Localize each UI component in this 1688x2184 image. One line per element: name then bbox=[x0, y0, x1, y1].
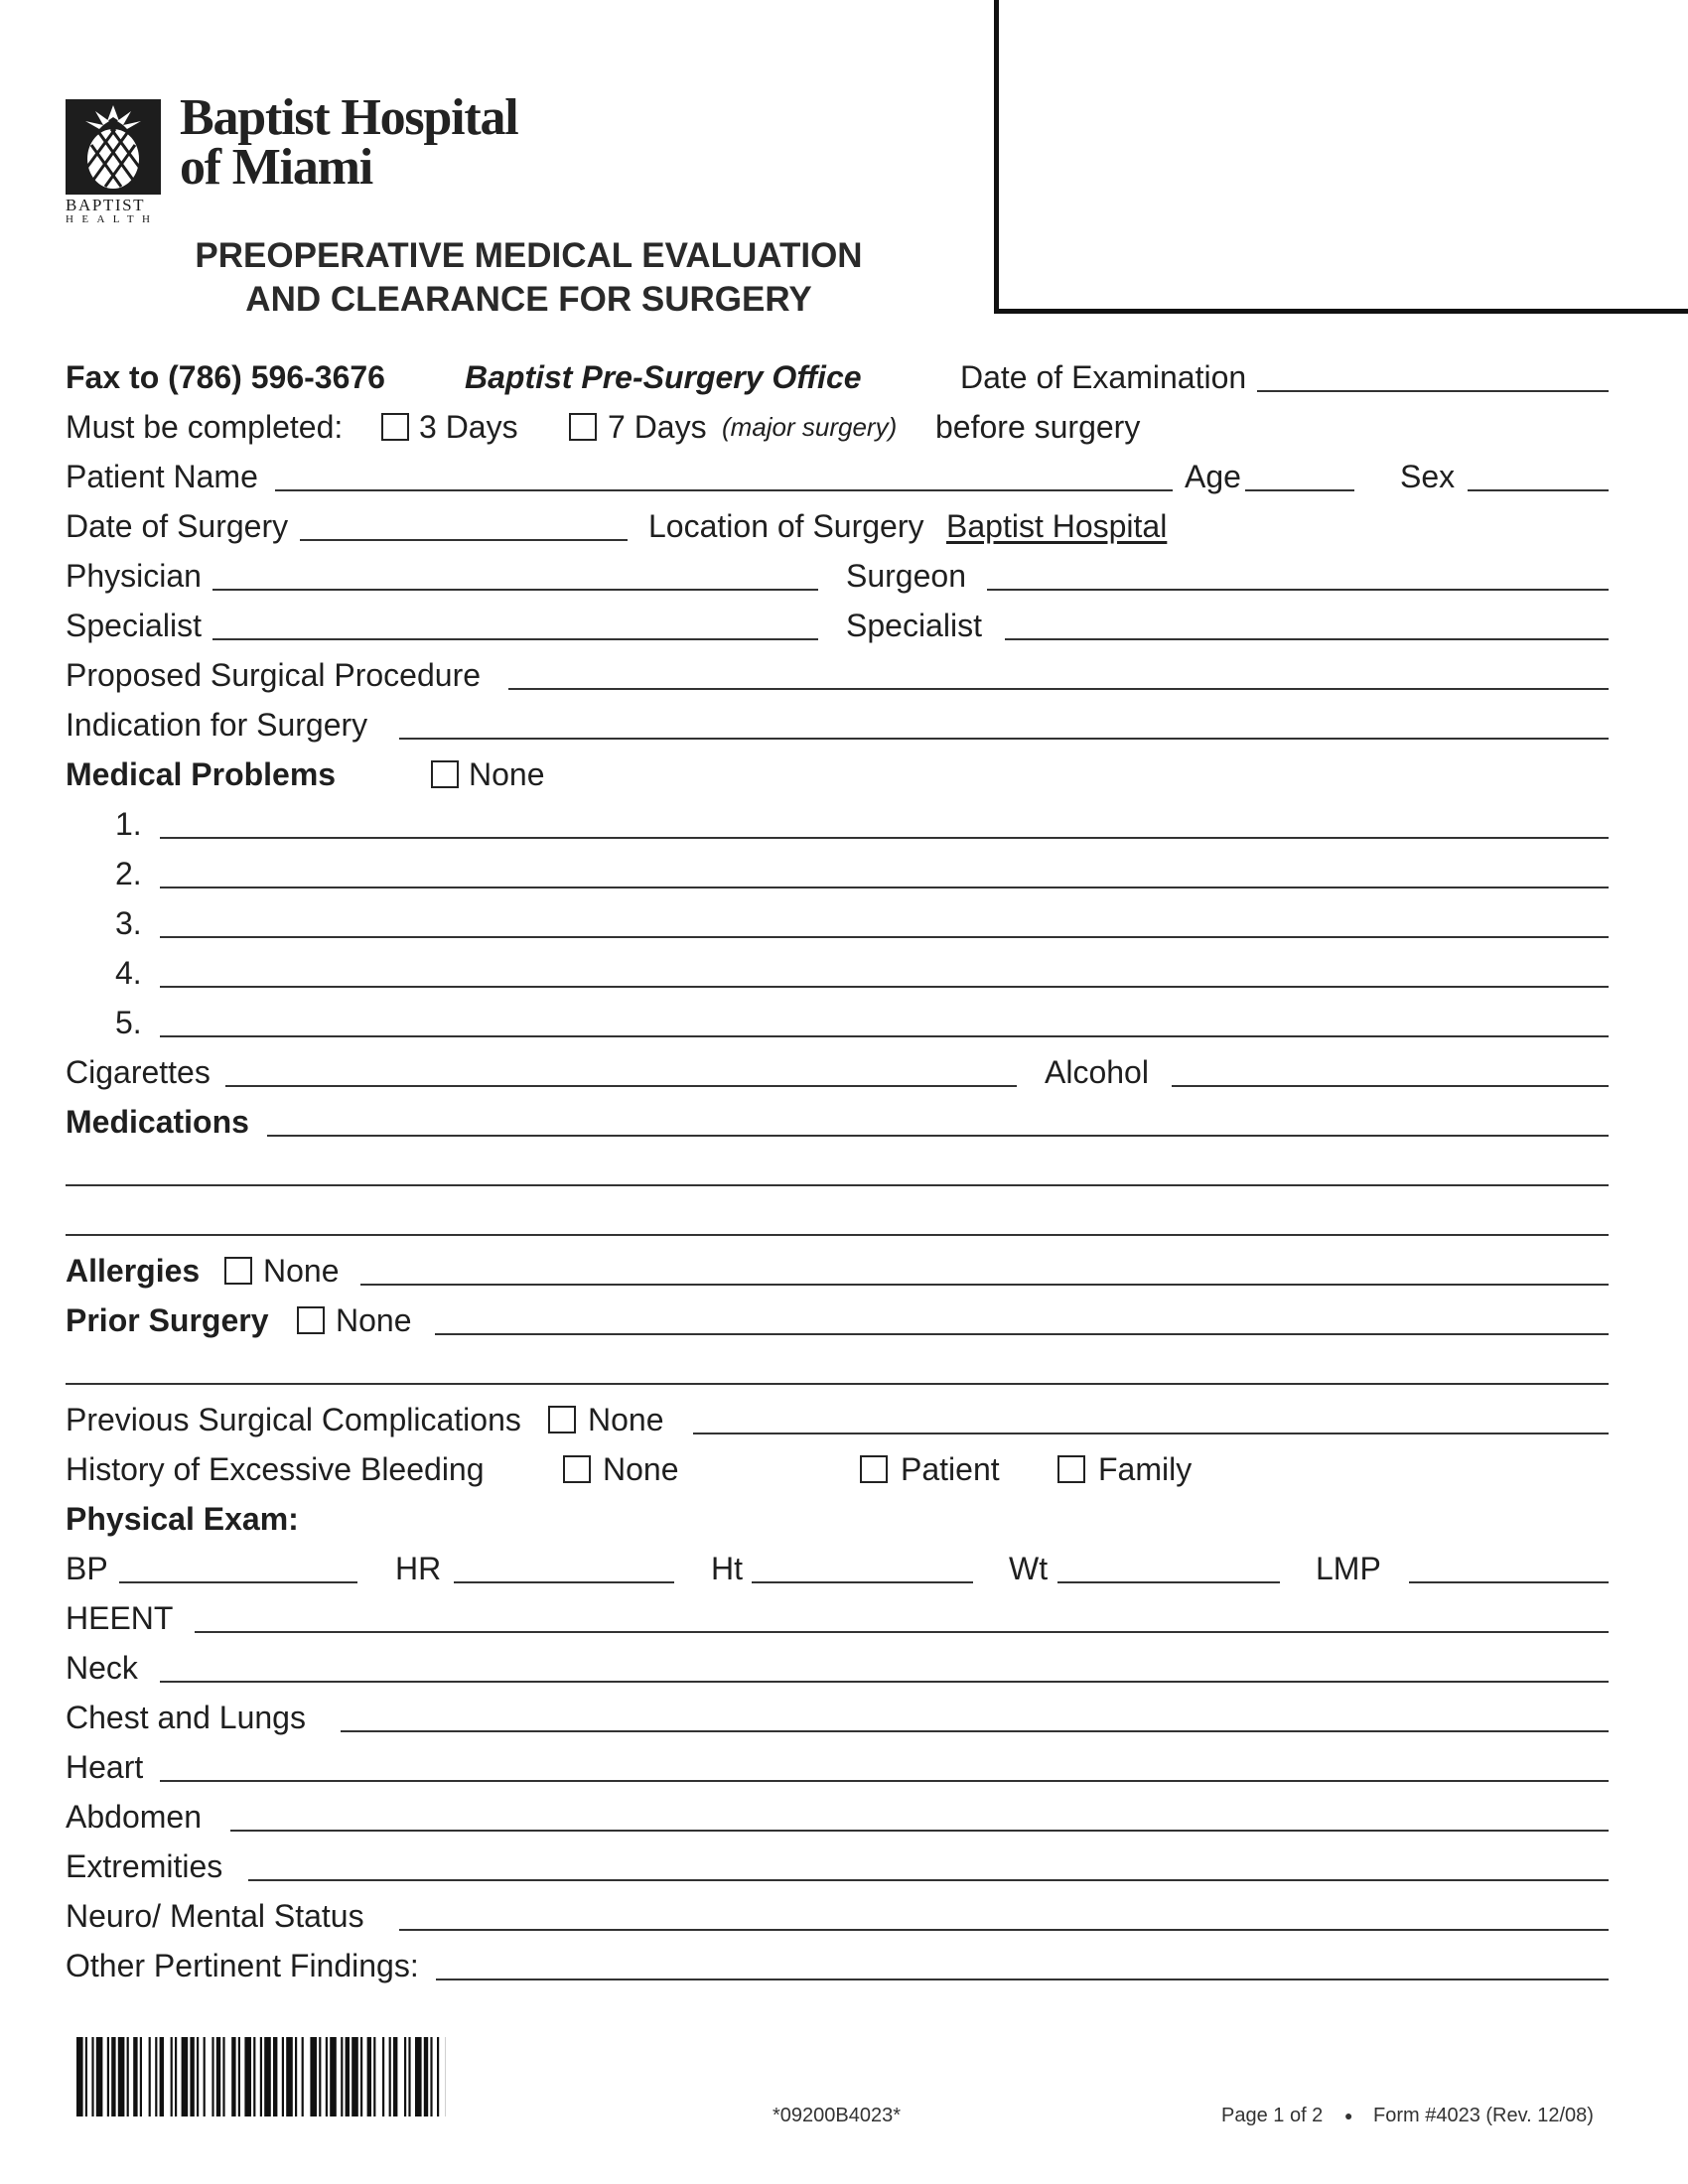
hospital-name-line2: of Miami bbox=[180, 139, 373, 196]
hospital-name-line1: Baptist Hospital bbox=[180, 89, 518, 146]
form-number: Form #4023 (Rev. 12/08) bbox=[1373, 2105, 1594, 2126]
pineapple-icon bbox=[66, 99, 161, 195]
abdomen-field[interactable] bbox=[230, 1830, 1609, 1832]
row-medications bbox=[66, 1097, 1613, 1147]
barcode-bar bbox=[211, 2037, 213, 2116]
logo-subtitle bbox=[66, 197, 158, 226]
date-of-exam-field[interactable] bbox=[1257, 390, 1609, 392]
barcode-bar bbox=[415, 2037, 422, 2116]
barcode-bar bbox=[204, 2037, 206, 2116]
location-value: Baptist Hospital bbox=[946, 508, 1168, 544]
barcode-bar bbox=[352, 2037, 358, 2116]
barcode-bar bbox=[282, 2037, 284, 2116]
row-patient bbox=[66, 452, 1613, 501]
barcode-bar bbox=[182, 2037, 189, 2116]
bleeding-patient-label: Patient bbox=[901, 1451, 1000, 1487]
allergies-label: Allergies bbox=[66, 1253, 201, 1289]
barcode-bar bbox=[326, 2037, 328, 2116]
physician-field[interactable] bbox=[212, 589, 818, 591]
medical-problem-row-5 bbox=[66, 998, 1613, 1047]
three-days-label: 3 Days bbox=[419, 409, 518, 445]
surgeon-label: Surgeon bbox=[846, 558, 966, 594]
prior-surgery-field-1[interactable] bbox=[435, 1333, 1609, 1335]
barcode-bar bbox=[424, 2037, 428, 2116]
medical-problem-row-2 bbox=[66, 849, 1613, 898]
barcode-bar bbox=[302, 2037, 304, 2116]
medical-problem-field-1[interactable] bbox=[160, 837, 1609, 839]
abdomen-label: Abdomen bbox=[66, 1799, 202, 1835]
barcode bbox=[76, 2037, 446, 2121]
extremities-field[interactable] bbox=[248, 1879, 1609, 1881]
other-findings-label: Other Pertinent Findings: bbox=[66, 1948, 419, 1983]
allergies-none-checkbox[interactable] bbox=[224, 1257, 252, 1285]
medical-problem-number: 3. bbox=[115, 905, 142, 941]
completion-label: Must be completed: bbox=[66, 409, 344, 445]
indication-field[interactable] bbox=[399, 738, 1609, 740]
neuro-label: Neuro/ Mental Status bbox=[66, 1898, 364, 1934]
barcode-bar bbox=[111, 2037, 115, 2116]
barcode-bar bbox=[244, 2037, 251, 2116]
age-field[interactable] bbox=[1245, 489, 1354, 491]
barcode-bar bbox=[175, 2037, 177, 2116]
barcode-bar bbox=[260, 2037, 262, 2116]
neck-label: Neck bbox=[66, 1650, 138, 1686]
wt-field[interactable] bbox=[1057, 1581, 1280, 1583]
chest-field[interactable] bbox=[341, 1730, 1609, 1732]
row-habits bbox=[66, 1047, 1613, 1097]
cigarettes-field[interactable] bbox=[225, 1085, 1017, 1087]
row-prior-surgery-2 bbox=[66, 1345, 1613, 1395]
barcode-bar bbox=[373, 2037, 375, 2116]
barcode-text: *09200B4023* bbox=[773, 2105, 902, 2126]
barcode-bar bbox=[216, 2037, 220, 2116]
form-title-line2: AND CLEARANCE FOR SURGERY bbox=[245, 280, 812, 319]
barcode-bar bbox=[190, 2037, 194, 2116]
major-surgery-note: (major surgery) bbox=[722, 412, 898, 442]
form-title bbox=[89, 234, 968, 322]
row-medications-2 bbox=[66, 1147, 1613, 1196]
medical-problem-number: 1. bbox=[115, 806, 142, 842]
row-heent bbox=[66, 1593, 1613, 1643]
barcode-bar bbox=[346, 2037, 350, 2116]
ht-field[interactable] bbox=[752, 1581, 973, 1583]
row-medications-3 bbox=[66, 1196, 1613, 1246]
patient-name-label: Patient Name bbox=[66, 459, 258, 494]
date-of-exam-label: Date of Examination bbox=[960, 359, 1247, 395]
wt-label: Wt bbox=[1009, 1551, 1049, 1586]
row-extremities bbox=[66, 1842, 1613, 1891]
logo-sub-line2: HEALTH bbox=[66, 213, 159, 225]
row-physical-exam bbox=[66, 1494, 1613, 1544]
barcode-bar bbox=[133, 2037, 137, 2116]
row-completion bbox=[66, 402, 1613, 452]
hospital-name bbox=[180, 89, 518, 196]
medications-label: Medications bbox=[66, 1104, 249, 1140]
barcode-bar bbox=[286, 2037, 293, 2116]
patient-label-box bbox=[994, 0, 1688, 314]
row-specialists bbox=[66, 601, 1613, 650]
barcode-bar bbox=[238, 2037, 240, 2116]
allergies-field[interactable] bbox=[360, 1284, 1609, 1286]
barcode-bar bbox=[107, 2037, 109, 2116]
complications-none-checkbox[interactable] bbox=[548, 1406, 576, 1433]
barcode-bar bbox=[140, 2037, 142, 2116]
barcode-bar bbox=[310, 2037, 317, 2116]
row-heart bbox=[66, 1742, 1613, 1792]
before-surgery-label: before surgery bbox=[935, 409, 1141, 445]
bleeding-none-checkbox[interactable] bbox=[563, 1455, 591, 1483]
neuro-field[interactable] bbox=[399, 1929, 1609, 1931]
physician-label: Physician bbox=[66, 558, 202, 594]
barcode-bar bbox=[341, 2037, 343, 2116]
barcode-bar bbox=[149, 2037, 151, 2116]
bleeding-family-label: Family bbox=[1098, 1451, 1193, 1487]
barcode-bar bbox=[408, 2037, 410, 2116]
barcode-bar bbox=[382, 2037, 384, 2116]
medical-problems-none-checkbox[interactable] bbox=[431, 760, 459, 788]
date-of-surgery-label: Date of Surgery bbox=[66, 508, 289, 544]
medications-field-2[interactable] bbox=[66, 1184, 1609, 1186]
bleeding-label: History of Excessive Bleeding bbox=[66, 1451, 485, 1487]
barcode-bar bbox=[295, 2037, 297, 2116]
row-physician bbox=[66, 551, 1613, 601]
heart-field[interactable] bbox=[160, 1780, 1609, 1782]
location-label: Location of Surgery bbox=[648, 508, 924, 544]
row-fax bbox=[66, 352, 1613, 402]
date-of-surgery-field[interactable] bbox=[300, 539, 628, 541]
extremities-label: Extremities bbox=[66, 1848, 223, 1884]
barcode-bar bbox=[118, 2037, 125, 2116]
heart-label: Heart bbox=[66, 1749, 144, 1785]
bullet-icon: ● bbox=[1344, 2108, 1353, 2123]
specialist-field-2[interactable] bbox=[1005, 638, 1609, 640]
form-title-line1: PREOPERATIVE MEDICAL EVALUATION bbox=[195, 236, 863, 275]
prior-surgery-field-2[interactable] bbox=[66, 1383, 1609, 1385]
fax-number: Fax to (786) 596-3676 bbox=[66, 359, 385, 395]
row-procedure bbox=[66, 650, 1613, 700]
barcode-bar bbox=[160, 2037, 164, 2116]
barcode-bar bbox=[253, 2037, 255, 2116]
heent-label: HEENT bbox=[66, 1600, 174, 1636]
office-name: Baptist Pre-Surgery Office bbox=[465, 359, 862, 395]
barcode-bar bbox=[360, 2037, 362, 2116]
bleeding-none-label: None bbox=[603, 1451, 679, 1487]
barcode-bar bbox=[197, 2037, 199, 2116]
barcode-bar bbox=[273, 2037, 277, 2116]
barcode-bar bbox=[76, 2037, 83, 2116]
prior-surgery-none-checkbox[interactable] bbox=[297, 1306, 325, 1334]
indication-label: Indication for Surgery bbox=[66, 707, 368, 743]
row-abdomen bbox=[66, 1792, 1613, 1842]
heent-field[interactable] bbox=[195, 1631, 1609, 1633]
barcode-bar bbox=[393, 2037, 397, 2116]
row-vitals bbox=[66, 1544, 1613, 1593]
medical-problem-row-1 bbox=[66, 799, 1613, 849]
procedure-label: Proposed Surgical Procedure bbox=[66, 657, 482, 693]
physical-exam-label: Physical Exam: bbox=[66, 1501, 299, 1537]
row-complications bbox=[66, 1395, 1613, 1444]
barcode-bar bbox=[330, 2037, 337, 2116]
complications-label: Previous Surgical Complications bbox=[66, 1402, 521, 1437]
row-neuro bbox=[66, 1891, 1613, 1941]
row-bleeding bbox=[66, 1444, 1613, 1494]
alcohol-label: Alcohol bbox=[1045, 1054, 1149, 1090]
medical-problem-row-4 bbox=[66, 948, 1613, 998]
medical-problem-number: 2. bbox=[115, 856, 142, 891]
row-allergies bbox=[66, 1246, 1613, 1296]
medical-problems-label: Medical Problems bbox=[66, 756, 337, 792]
alcohol-field[interactable] bbox=[1172, 1085, 1609, 1087]
barcode-bar bbox=[222, 2037, 224, 2116]
medical-problem-field-3[interactable] bbox=[160, 936, 1609, 938]
age-label: Age bbox=[1185, 459, 1241, 494]
row-other-findings bbox=[66, 1941, 1613, 1990]
hr-field[interactable] bbox=[454, 1581, 674, 1583]
bleeding-patient-checkbox[interactable] bbox=[860, 1455, 888, 1483]
neck-field[interactable] bbox=[160, 1681, 1609, 1683]
barcode-bar bbox=[231, 2037, 235, 2116]
specialist-label-1: Specialist bbox=[66, 608, 202, 643]
patient-name-field[interactable] bbox=[275, 489, 1173, 491]
seven-days-label: 7 Days bbox=[608, 409, 707, 445]
lmp-label: LMP bbox=[1316, 1551, 1381, 1586]
ht-label: Ht bbox=[711, 1551, 743, 1586]
hr-label: HR bbox=[395, 1551, 442, 1586]
sex-field[interactable] bbox=[1468, 489, 1609, 491]
row-medical-problems bbox=[66, 750, 1613, 799]
complications-field[interactable] bbox=[693, 1433, 1609, 1434]
medical-problems-none-label: None bbox=[469, 756, 545, 792]
medical-problem-field-5[interactable] bbox=[160, 1035, 1609, 1037]
barcode-bar bbox=[319, 2037, 321, 2116]
chest-label: Chest and Lungs bbox=[66, 1700, 306, 1735]
sex-label: Sex bbox=[1400, 459, 1456, 494]
prior-surgery-none-label: None bbox=[336, 1302, 412, 1338]
barcode-bar bbox=[96, 2037, 103, 2116]
medical-problem-field-4[interactable] bbox=[160, 986, 1609, 988]
bp-label: BP bbox=[66, 1551, 108, 1586]
cigarettes-label: Cigarettes bbox=[66, 1054, 211, 1090]
barcode-bar bbox=[85, 2037, 87, 2116]
complications-none-label: None bbox=[588, 1402, 664, 1437]
prior-surgery-label: Prior Surgery bbox=[66, 1302, 269, 1338]
seven-days-checkbox[interactable] bbox=[569, 413, 597, 441]
specialist-label-2: Specialist bbox=[846, 608, 982, 643]
row-date-location bbox=[66, 501, 1613, 551]
medical-problem-field-2[interactable] bbox=[160, 887, 1609, 888]
barcode-bar bbox=[264, 2037, 271, 2116]
allergies-none-label: None bbox=[263, 1253, 340, 1289]
three-days-checkbox[interactable] bbox=[381, 413, 409, 441]
row-prior-surgery bbox=[66, 1296, 1613, 1345]
barcode-bar bbox=[437, 2037, 439, 2116]
barcode-bar bbox=[430, 2037, 432, 2116]
barcode-bar bbox=[171, 2037, 173, 2116]
procedure-field[interactable] bbox=[508, 688, 1609, 690]
specialist-field-1[interactable] bbox=[212, 638, 818, 640]
row-chest bbox=[66, 1693, 1613, 1742]
lmp-field[interactable] bbox=[1409, 1581, 1609, 1583]
barcode-bar bbox=[91, 2037, 93, 2116]
bp-field[interactable] bbox=[119, 1581, 357, 1583]
page-number: Page 1 of 2 bbox=[1221, 2105, 1324, 2126]
row-neck bbox=[66, 1643, 1613, 1693]
barcode-bar bbox=[404, 2037, 406, 2116]
bleeding-family-checkbox[interactable] bbox=[1057, 1455, 1085, 1483]
medical-problem-number: 5. bbox=[115, 1005, 142, 1040]
barcode-bar bbox=[367, 2037, 371, 2116]
barcode-bar bbox=[127, 2037, 129, 2116]
other-findings-field[interactable] bbox=[436, 1979, 1609, 1980]
medical-problem-number: 4. bbox=[115, 955, 142, 991]
medical-problem-row-3 bbox=[66, 898, 1613, 948]
row-indication bbox=[66, 700, 1613, 750]
barcode-bar bbox=[389, 2037, 391, 2116]
logo-sub-line1: BAPTIST bbox=[66, 196, 146, 214]
barcode-bar bbox=[155, 2037, 157, 2116]
surgeon-field[interactable] bbox=[987, 589, 1609, 591]
medications-field-3[interactable] bbox=[66, 1234, 1609, 1236]
medications-field-1[interactable] bbox=[267, 1135, 1609, 1137]
